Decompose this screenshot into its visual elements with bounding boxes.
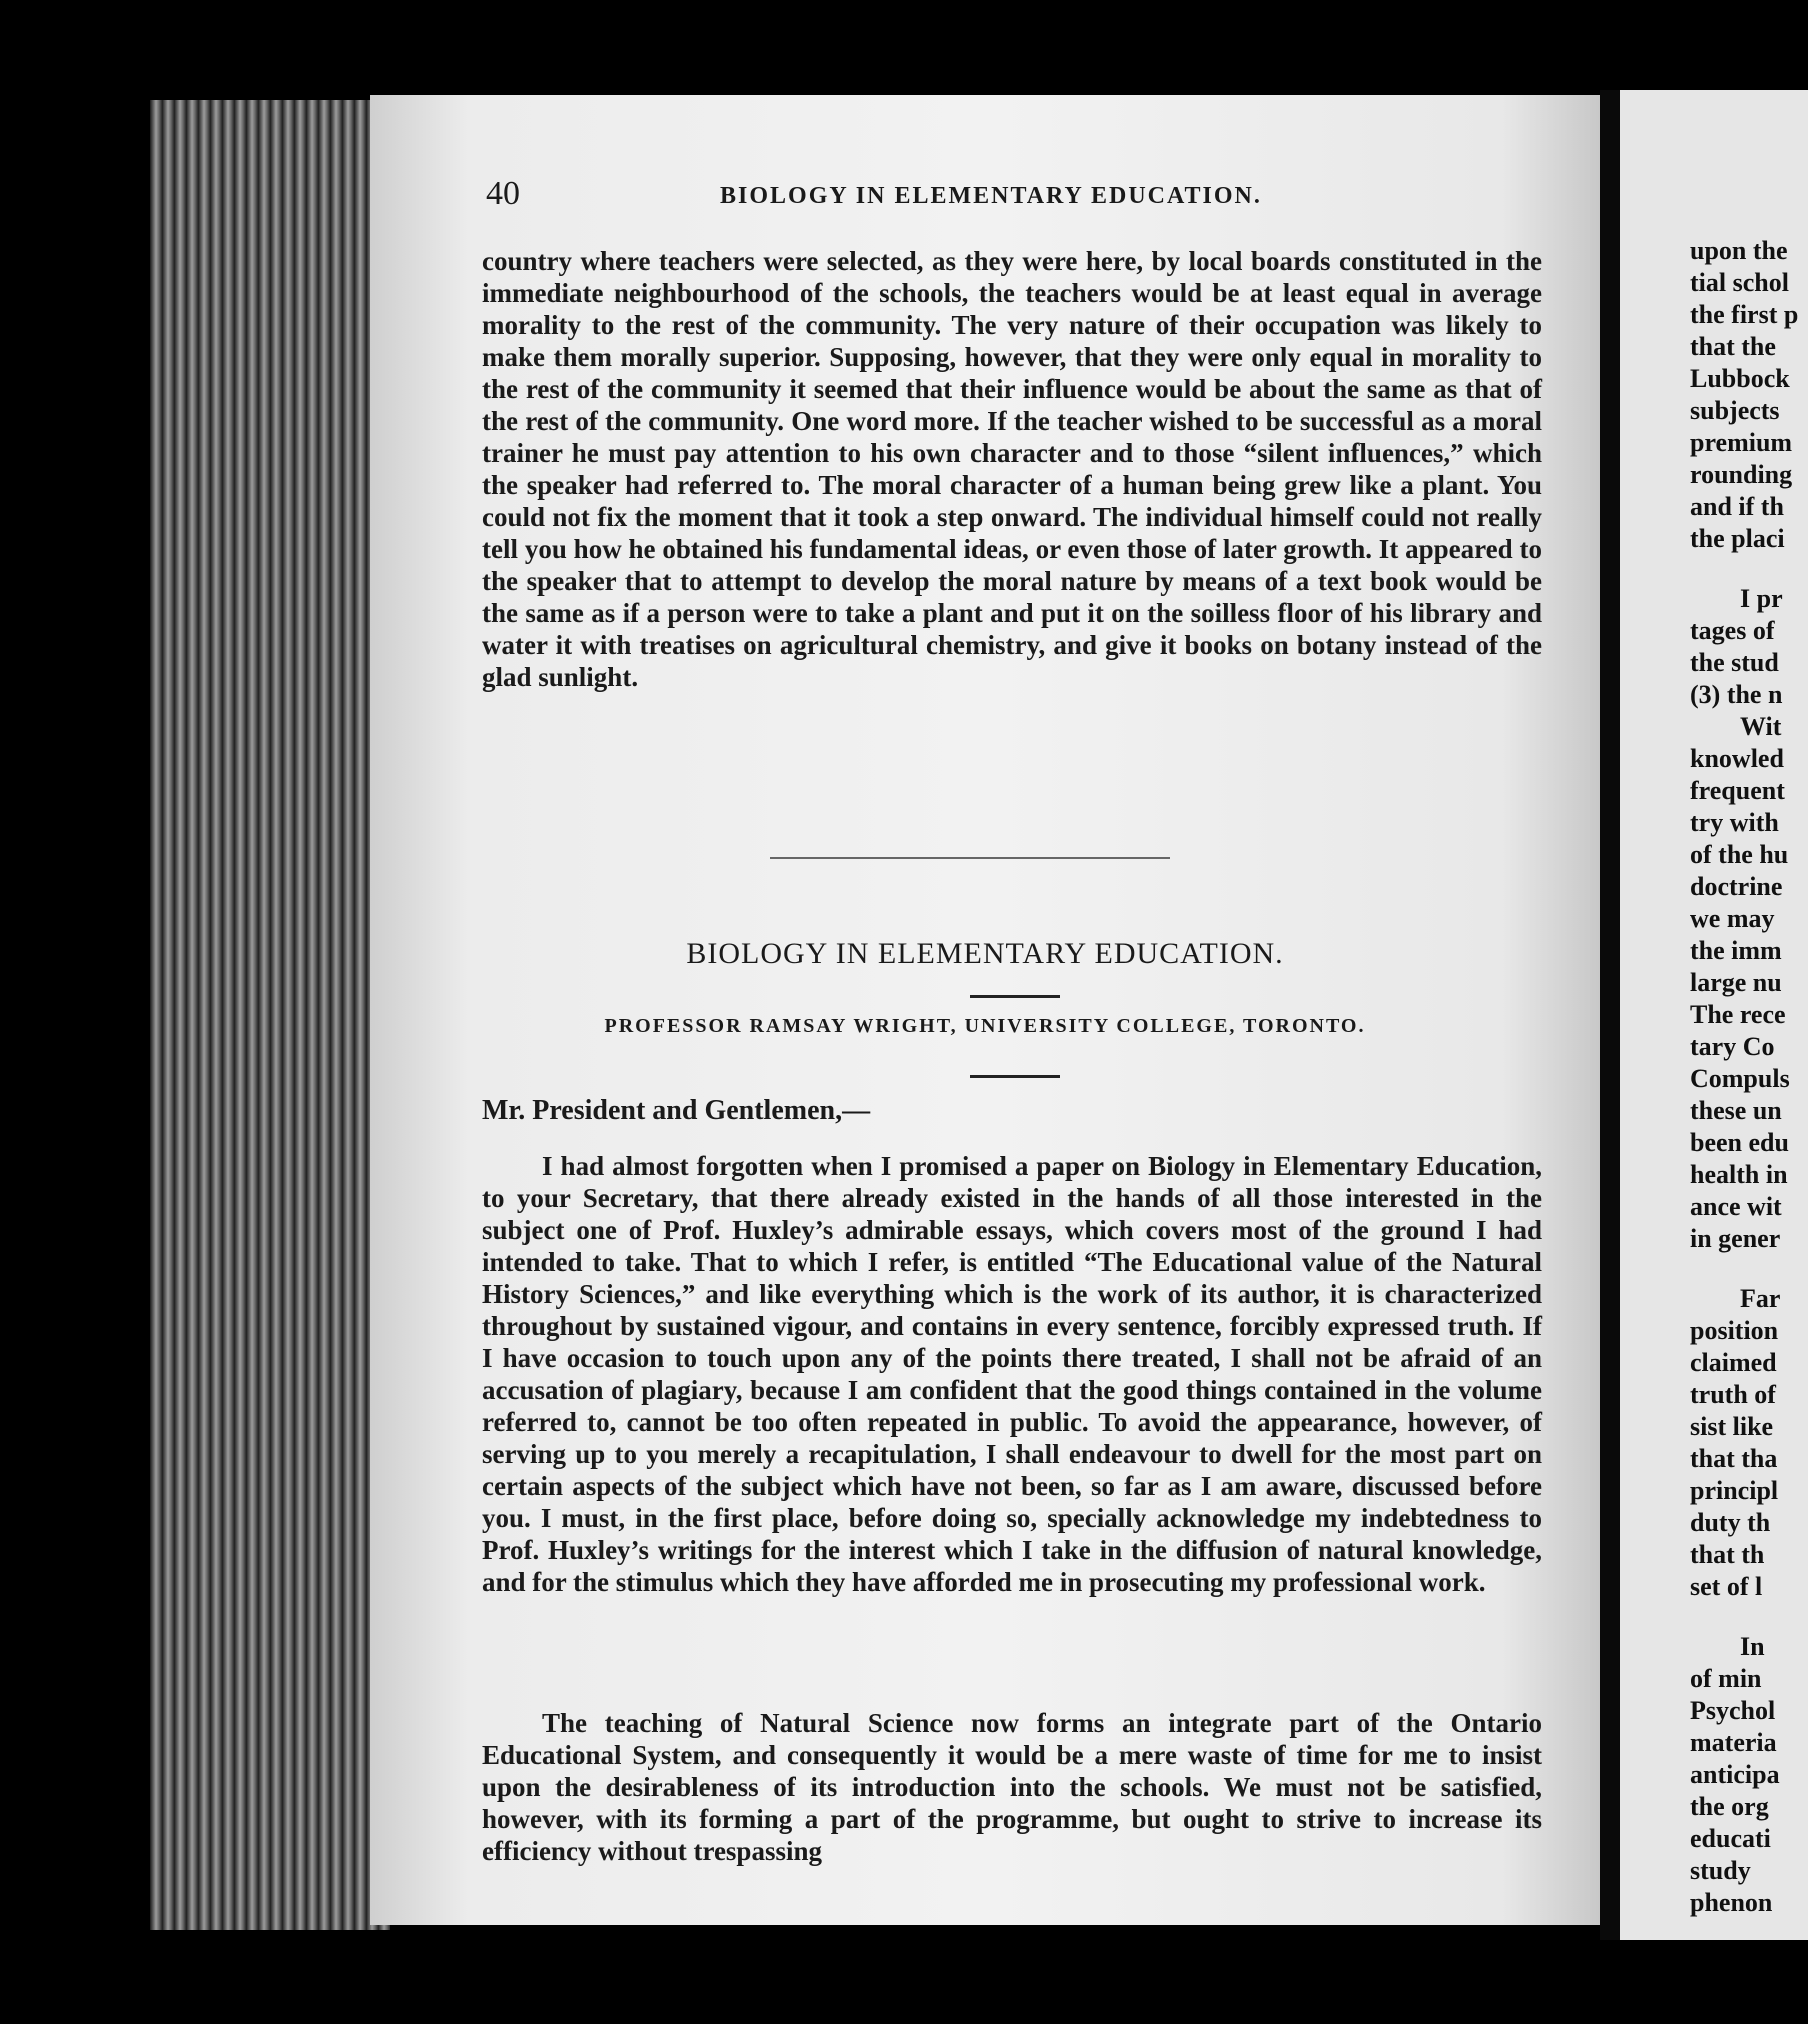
- right-page-line: position: [1690, 1316, 1779, 1345]
- discussion-paragraph: country where teachers were selected, as they were here, by local boards constituted in the immediate neighbourhood of the schools, the teachers would be at least equal in average morality to the rest of the community. The very nature of their occupation was likely to make them morally superior. Supposing, however, that they were only equal in morality to the rest of the community it seemed that their influence would be about the same as that of the rest of the community. One word more. If the teacher wished to be successful as a moral trainer he must pay attention to his own character and to those “silent influences,” which the speaker had referred to. The moral character of a human being grew like a plant. You could not fix the moment that it took a step onward. The individual himself could not really tell you how he obtained his fundamental ideas, or even those of later growth. It appeared to the speaker that to attempt to develop the moral nature by means of a text book would be the same as if a person were to take a plant and put it on the soilless floor of his library and water it with treatises on agricultural chemistry, and give it books on botany instead of the glad sunlight.: [482, 246, 1542, 692]
- right-page-line: principl: [1690, 1476, 1779, 1505]
- right-page-line: large nu: [1690, 968, 1782, 997]
- right-page-line: in gener: [1690, 1224, 1781, 1253]
- right-page-line: Far: [1740, 1284, 1781, 1313]
- right-page-fragment: [1620, 90, 1808, 1940]
- right-page-line: subjects: [1690, 396, 1780, 425]
- right-page-line: the first p: [1690, 300, 1799, 329]
- author-line: PROFESSOR RAMSAY WRIGHT, UNIVERSITY COLLEGE, TORONTO.: [604, 1015, 1366, 1037]
- right-page-line: been edu: [1690, 1128, 1789, 1157]
- right-page-line: we may: [1690, 904, 1775, 933]
- right-page-line: ance wit: [1690, 1192, 1782, 1221]
- right-page-line: Psychol: [1690, 1696, 1776, 1725]
- right-page-line: knowled: [1690, 744, 1784, 773]
- right-page-line: that tha: [1690, 1444, 1778, 1473]
- right-page-line: the stud: [1690, 648, 1779, 677]
- right-page-line: tages of: [1690, 616, 1775, 645]
- right-page-line: upon the: [1690, 236, 1788, 265]
- right-page-line: (3) the n: [1690, 680, 1783, 709]
- page-number: 40: [486, 175, 520, 212]
- right-page-line: In: [1740, 1632, 1765, 1661]
- right-page-line: these un: [1690, 1096, 1782, 1125]
- right-page-line: set of l: [1690, 1572, 1763, 1601]
- title-rule: [970, 995, 1060, 998]
- running-head: [370, 175, 1600, 215]
- right-page-line: the imm: [1690, 936, 1782, 965]
- right-page-line: the placi: [1690, 524, 1785, 553]
- article-title: BIOLOGY IN ELEMENTARY EDUCATION.: [686, 937, 1284, 970]
- right-page-line: that the: [1690, 332, 1776, 361]
- right-page-line: and if th: [1690, 492, 1784, 521]
- right-page-line: study: [1690, 1856, 1751, 1885]
- right-page-line: materia: [1690, 1728, 1777, 1757]
- right-page-line: Wit: [1740, 712, 1782, 741]
- right-page-line: Compuls: [1690, 1064, 1790, 1093]
- right-page-line: sist like: [1690, 1412, 1774, 1441]
- author-rule: [970, 1075, 1060, 1078]
- right-page-line: claimed: [1690, 1348, 1777, 1377]
- right-page-line: educati: [1690, 1824, 1771, 1853]
- right-page-line: doctrine: [1690, 872, 1783, 901]
- right-page-line: health in: [1690, 1160, 1788, 1189]
- left-page: [370, 95, 1600, 1925]
- right-page-line: the org: [1690, 1792, 1769, 1821]
- salutation: Mr. President and Gentlemen,—: [482, 1095, 871, 1126]
- right-page-line: rounding: [1690, 460, 1793, 489]
- right-page-line: anticipa: [1690, 1760, 1780, 1789]
- right-page-line: truth of: [1690, 1380, 1776, 1409]
- right-page-line: phenon: [1690, 1888, 1773, 1917]
- right-page-line: tial schol: [1690, 268, 1789, 297]
- right-page-line: premium: [1690, 428, 1793, 457]
- right-page-line: of the hu: [1690, 840, 1789, 869]
- right-page-line: of min: [1690, 1664, 1762, 1693]
- paragraph-2: The teaching of Natural Science now forms an integrate part of the Ontario Educational System, and consequently it would be a mere waste of time for me to insist upon the desirableness of its introduction into the schools. We must not be satisfied, however, with its forming a part of the programme, but ought to strive to increase its efficiency without trespassing: [482, 1708, 1542, 1866]
- right-page-line: tary Co: [1690, 1032, 1775, 1061]
- right-page-line: that th: [1690, 1540, 1765, 1569]
- right-page-line: frequent: [1690, 776, 1785, 805]
- right-page-line: The rece: [1690, 1000, 1786, 1029]
- paragraph-1: I had almost forgotten when I promised a paper on Biology in Elementary Education, to your Secretary, that there already existed in the hands of all those interested in the subject one of Prof. Huxley’s admirable essays, which covers most of the ground I had intended to take. That to which I refer, is entitled “The Educational value of the Natural History Sciences,” and like everything which is the work of its author, it is characterized throughout by sustained vigour, and contains in every sentence, forcibly expressed truth. If I have occasion to touch upon any of the points there treated, I shall not be afraid of an accusation of plagiary, because I am confident that the good things contained in the volume referred to, cannot be too often repeated in public. To avoid the appearance, however, of serving up to you merely a recapitulation, I shall endeavour to dwell for the most part on certain aspects of the subject which have not been, so far as I am aware, discussed before you. I must, in the first place, before doing so, specially acknowledge my indebtedness to Prof. Huxley’s writings for the interest which I take in the diffusion of natural knowledge, and for the stimulus which they have afforded me in prosecuting my professional work.: [482, 1151, 1542, 1597]
- right-page-line: I pr: [1740, 584, 1783, 613]
- running-title: BIOLOGY IN ELEMENTARY EDUCATION.: [720, 183, 1262, 209]
- section-divider: [770, 857, 1170, 859]
- book-page-edges: [150, 100, 390, 1930]
- book-gutter: [1600, 90, 1620, 1940]
- right-page-line: try with: [1690, 808, 1779, 837]
- right-page-line: Lubbock: [1690, 364, 1790, 393]
- right-page-line: duty th: [1690, 1508, 1771, 1537]
